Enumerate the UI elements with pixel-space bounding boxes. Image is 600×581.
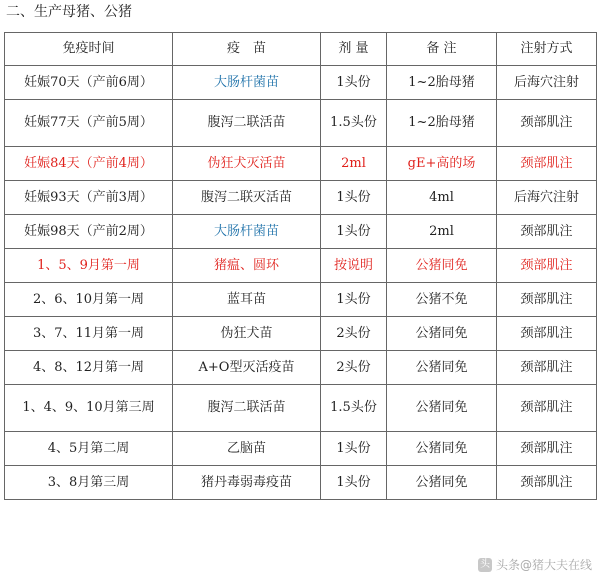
table-header-row (5, 33, 597, 66)
vaccination-schedule-table (4, 32, 597, 500)
cell-time: 3、8月第三周 (5, 466, 173, 500)
cell-note: 1~2胎母猪 (387, 100, 497, 147)
cell-method: 后海穴注射 (497, 181, 597, 215)
cell-method: 后海穴注射 (497, 66, 597, 100)
table-row (5, 249, 597, 283)
cell-method: 颈部肌注 (497, 432, 597, 466)
cell-dose: 1头份 (321, 432, 387, 466)
cell-vaccine: 大肠杆菌苗 (173, 215, 321, 249)
header-dose: 剂 量 (321, 33, 387, 66)
cell-note: 公猪同免 (387, 466, 497, 500)
table-row (5, 351, 597, 385)
section-heading: 二、生产母猪、公猪 (6, 4, 132, 20)
cell-dose: 按说明 (321, 249, 387, 283)
cell-method: 颈部肌注 (497, 283, 597, 317)
cell-dose: 1头份 (321, 215, 387, 249)
table-row (5, 181, 597, 215)
table-row (5, 215, 597, 249)
cell-time: 妊娠77天（产前5周） (5, 100, 173, 147)
header-method: 注射方式 (497, 33, 597, 66)
cell-vaccine: 蓝耳苗 (173, 283, 321, 317)
cell-time: 妊娠70天（产前6周） (5, 66, 173, 100)
cell-note: 公猪不免 (387, 283, 497, 317)
cell-note: 2ml (387, 215, 497, 249)
cell-vaccine: A+O型灭活疫苗 (173, 351, 321, 385)
cell-time: 2、6、10月第一周 (5, 283, 173, 317)
table-body (5, 66, 597, 500)
cell-method: 颈部肌注 (497, 385, 597, 432)
cell-note: 公猪同免 (387, 385, 497, 432)
cell-method: 颈部肌注 (497, 100, 597, 147)
table-row (5, 317, 597, 351)
header-vaccine: 疫 苗 (173, 33, 321, 66)
cell-dose: 1头份 (321, 283, 387, 317)
header-note: 备 注 (387, 33, 497, 66)
table-row (5, 385, 597, 432)
cell-vaccine: 腹泻二联活苗 (173, 385, 321, 432)
table-row (5, 432, 597, 466)
watermark (478, 556, 592, 573)
cell-method: 颈部肌注 (497, 466, 597, 500)
cell-note: 1~2胎母猪 (387, 66, 497, 100)
cell-time: 4、5月第二周 (5, 432, 173, 466)
cell-method: 颈部肌注 (497, 249, 597, 283)
cell-dose: 1.5头份 (321, 100, 387, 147)
cell-note: 公猪同免 (387, 351, 497, 385)
cell-vaccine: 乙脑苗 (173, 432, 321, 466)
cell-note: 公猪同免 (387, 317, 497, 351)
cell-time: 3、7、11月第一周 (5, 317, 173, 351)
cell-vaccine: 大肠杆菌苗 (173, 66, 321, 100)
cell-time: 1、4、9、10月第三周 (5, 385, 173, 432)
watermark-text: 头条@猪大夫在线 (495, 558, 592, 572)
table-row (5, 147, 597, 181)
cell-time: 1、5、9月第一周 (5, 249, 173, 283)
cell-note: 公猪同免 (387, 249, 497, 283)
table-row (5, 66, 597, 100)
table-row (5, 100, 597, 147)
cell-vaccine: 腹泻二联灭活苗 (173, 181, 321, 215)
cell-dose: 2ml (321, 147, 387, 181)
cell-method: 颈部肌注 (497, 215, 597, 249)
cell-note: 4ml (387, 181, 497, 215)
cell-note: gE+高的场 (387, 147, 497, 181)
cell-dose: 1头份 (321, 66, 387, 100)
cell-method: 颈部肌注 (497, 317, 597, 351)
header-time: 免疫时间 (5, 33, 173, 66)
cell-method: 颈部肌注 (497, 147, 597, 181)
table-row (5, 466, 597, 500)
cell-time: 妊娠93天（产前3周） (5, 181, 173, 215)
cell-time: 妊娠98天（产前2周） (5, 215, 173, 249)
cell-vaccine: 伪狂犬灭活苗 (173, 147, 321, 181)
cell-vaccine: 猪丹毒弱毒疫苗 (173, 466, 321, 500)
cell-dose: 1头份 (321, 466, 387, 500)
cell-dose: 1.5头份 (321, 385, 387, 432)
cell-vaccine: 腹泻二联活苗 (173, 100, 321, 147)
cell-dose: 2头份 (321, 351, 387, 385)
cell-method: 颈部肌注 (497, 351, 597, 385)
cell-vaccine: 猪瘟、圆环 (173, 249, 321, 283)
cell-time: 妊娠84天（产前4周） (5, 147, 173, 181)
cell-dose: 1头份 (321, 181, 387, 215)
cell-note: 公猪同免 (387, 432, 497, 466)
cell-dose: 2头份 (321, 317, 387, 351)
toutiao-logo-icon: 头 (479, 558, 490, 570)
cell-time: 4、8、12月第一周 (5, 351, 173, 385)
table-row (5, 283, 597, 317)
cell-vaccine: 伪狂犬苗 (173, 317, 321, 351)
